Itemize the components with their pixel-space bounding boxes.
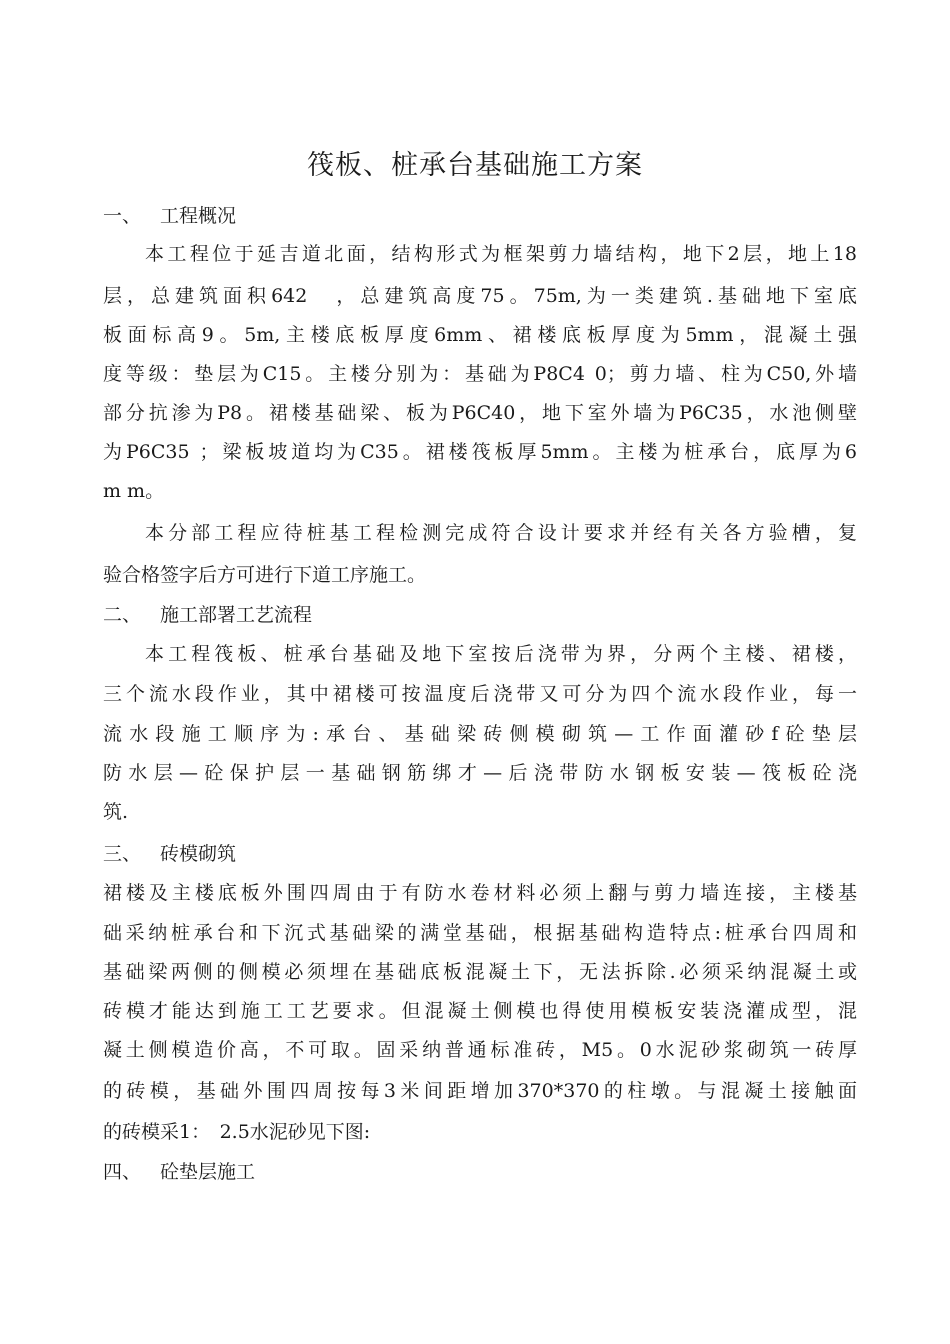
text-line: 防水层—砼保护层一基础钢筋绑才—后浇带防水钢板安装—筏板砼浇 [103,762,857,784]
text-line: 板面标高9。5m,主楼底板厚度6mm、裙楼底板厚度为5mm，混凝土强 [103,324,857,346]
text-line: m m。 [103,480,165,502]
section-number: 二、 [103,604,142,626]
text-line: 部分抗渗为P8。裙楼基础梁、板为P6C40，地下室外墙为P6C35，水池侧壁 [103,402,857,424]
text-line: 验合格签字后方可进行下道工序施工。 [103,564,427,586]
section-title: 砖模砌筑 [160,843,237,865]
section-title: 工程概况 [160,205,237,227]
section-title: 施工部署工艺流程 [160,604,313,626]
text-line: 流水段施工顺序为:承台、基础梁砖侧模砌筑—工作面灌砂f砼垫层 [103,723,857,745]
text-line: 三个流水段作业，其中裙楼可按温度后浇带又可分为四个流水段作业，每一 [103,683,857,705]
text-line: 本分部工程应待桩基工程检测完成符合设计要求并经有关各方验槽，复 [145,522,857,544]
text-line: 的砖模，基础外围四周按每3米间距增加370*370的柱墩。与混凝土接触面 [103,1080,857,1102]
section-number: 四、 [103,1161,142,1183]
text-line: 本工程位于延吉道北面，结构形式为框架剪力墙结构，地下2层，地上18 [145,243,857,265]
text-line: 凝土侧模造价高，不可取。固采纳普通标准砖，M5。0水泥砂浆砌筑一砖厚 [103,1039,857,1061]
section-heading-2 [103,600,312,630]
section-title: 砼垫层施工 [160,1161,256,1183]
text-line: 的砖模采1： 2.5水泥砂见下图: [103,1121,371,1143]
section-heading-3 [103,839,236,869]
text-line: 基础梁两侧的侧模必须埋在基础底板混凝土下，无法拆除.必须采纳混凝土或 [103,961,857,983]
section-number: 三、 [103,843,142,865]
text-line: 础采纳桩承台和下沉式基础梁的满堂基础，根据基础构造特点:桩承台四周和 [103,922,857,944]
document-title: 筏板、桩承台基础施工方案 [307,150,643,181]
text-line: 为P6C35 ；梁板坡道均为C35。裙楼筏板厚5mm。主楼为桩承台，底厚为6 [103,441,857,463]
section-number: 一、 [103,205,142,227]
text-line: 筑. [103,801,129,823]
text-line: 度等级：垫层为C15。主楼分别为：基础为P8C4 0；剪力墙、柱为C50,外墙 [103,363,857,385]
section-heading-1 [103,201,236,231]
section-heading-4 [103,1157,255,1187]
text-line: 本工程筏板、桩承台基础及地下室按后浇带为界，分两个主楼、裙楼， [145,643,857,665]
text-line: 砖模才能达到施工工艺要求。但混凝土侧模也得使用模板安装浇灌成型，混 [103,1000,857,1022]
text-line: 裙楼及主楼底板外围四周由于有防水卷材料必须上翻与剪力墙连接，主楼基 [103,882,857,904]
text-line: 层，总建筑面积642 ，总建筑高度75。75m,为一类建筑.基础地下室底 [103,285,857,307]
